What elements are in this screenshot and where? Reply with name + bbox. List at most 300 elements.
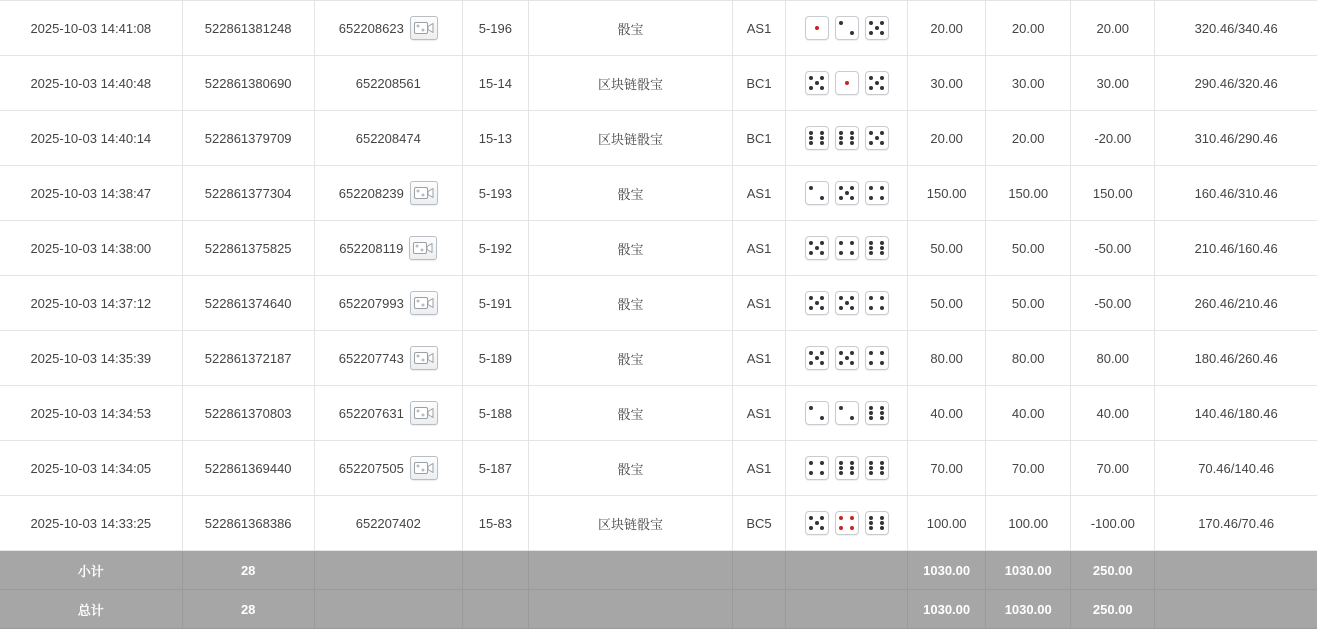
dice-pip — [820, 196, 824, 200]
table-row — [0, 496, 1317, 551]
dice-pip — [839, 241, 843, 245]
dice-pip — [880, 141, 884, 145]
dice-pip — [809, 141, 813, 145]
dice-group — [794, 456, 899, 480]
dice-pip — [839, 471, 843, 475]
cell-game-name: 骰宝 — [528, 331, 732, 386]
dice-face-5-icon — [835, 291, 859, 315]
cell-bet-time: 2025-10-03 14:41:08 — [0, 1, 182, 56]
cell-game-name: 骰宝 — [528, 276, 732, 331]
cell-order-id: 522861372187 — [182, 331, 314, 386]
round-id-text: 652207631 — [338, 405, 404, 421]
dice-pip — [839, 251, 843, 255]
dice-pip — [809, 361, 813, 365]
dice-face-6-icon — [805, 126, 829, 150]
cell-game-name: 骰宝 — [528, 166, 732, 221]
cell-valid-bet: 20.00 — [986, 1, 1071, 56]
dice-pip — [809, 296, 813, 300]
dice-pip — [839, 361, 843, 365]
dice-pip — [869, 246, 873, 250]
dice-pip — [815, 301, 819, 305]
dice-pip — [869, 141, 873, 145]
video-replay-icon[interactable] — [410, 291, 438, 315]
summary-blank-round — [314, 590, 462, 629]
cell-win-loss: 80.00 — [1071, 331, 1155, 386]
dice-pip — [880, 196, 884, 200]
dice-group — [794, 236, 899, 260]
dice-face-6-icon — [865, 511, 889, 535]
dice-pip — [869, 31, 873, 35]
summary-count: 28 — [182, 551, 314, 590]
dice-face-5-icon — [805, 236, 829, 260]
dice-pip — [809, 406, 813, 410]
dice-pip — [809, 351, 813, 355]
dice-pip — [850, 31, 854, 35]
summary-bet-amount: 1030.00 — [908, 551, 986, 590]
dice-pip — [869, 361, 873, 365]
round-id-wrapper — [323, 291, 454, 315]
dice-pip — [869, 186, 873, 190]
dice-pip — [869, 306, 873, 310]
summary-label: 总计 — [0, 590, 182, 629]
dice-face-5-icon — [865, 16, 889, 40]
cell-round-id — [314, 111, 462, 166]
table-row — [0, 331, 1317, 386]
dice-pip — [839, 131, 843, 135]
round-id-wrapper — [323, 76, 454, 91]
dice-group — [794, 511, 899, 535]
cell-bet-time: 2025-10-03 14:40:48 — [0, 56, 182, 111]
cell-bet-time: 2025-10-03 14:38:00 — [0, 221, 182, 276]
dice-pip — [820, 526, 824, 530]
dice-pip — [820, 416, 824, 420]
dice-pip — [820, 251, 824, 255]
dice-face-6-icon — [865, 456, 889, 480]
video-replay-icon[interactable] — [410, 401, 438, 425]
dice-face-5-icon — [835, 181, 859, 205]
dice-pip — [880, 521, 884, 525]
summary-blank-dice — [786, 590, 908, 629]
cell-round-id — [314, 441, 462, 496]
dice-pip — [839, 21, 843, 25]
dice-pip — [880, 406, 884, 410]
dice-face-2-icon — [805, 181, 829, 205]
cell-win-loss: -50.00 — [1071, 221, 1155, 276]
cell-valid-bet: 50.00 — [986, 276, 1071, 331]
cell-bet-time: 2025-10-03 14:33:25 — [0, 496, 182, 551]
cell-dice-result — [786, 1, 908, 56]
dice-pip — [869, 416, 873, 420]
round-id-text: 652207993 — [338, 295, 404, 311]
summary-blank-balance — [1155, 590, 1317, 629]
dice-pip — [845, 191, 849, 195]
cell-order-id: 522861369440 — [182, 441, 314, 496]
dice-pip — [809, 526, 813, 530]
dice-pip — [839, 141, 843, 145]
dice-pip — [880, 416, 884, 420]
cell-bet-time: 2025-10-03 14:34:05 — [0, 441, 182, 496]
cell-bet-amount: 20.00 — [908, 111, 986, 166]
dice-face-6-icon — [835, 456, 859, 480]
cell-round-id — [314, 1, 462, 56]
dice-pip — [820, 296, 824, 300]
dice-face-5-icon — [835, 346, 859, 370]
table-row — [0, 56, 1317, 111]
dice-face-1-icon — [805, 16, 829, 40]
dice-pip — [820, 361, 824, 365]
dice-pip — [869, 516, 873, 520]
video-replay-icon[interactable] — [410, 181, 438, 205]
dice-pip — [850, 416, 854, 420]
dice-pip — [869, 526, 873, 530]
cell-win-loss: 20.00 — [1071, 1, 1155, 56]
dice-pip — [869, 471, 873, 475]
dice-pip — [820, 351, 824, 355]
dice-group — [794, 291, 899, 315]
cell-table-id: AS1 — [733, 166, 786, 221]
cell-game-name: 骰宝 — [528, 441, 732, 496]
dice-pip — [880, 526, 884, 530]
dice-pip — [850, 196, 854, 200]
cell-dice-result — [786, 441, 908, 496]
dice-pip — [815, 26, 819, 30]
cell-order-id: 522861368386 — [182, 496, 314, 551]
round-id-wrapper — [323, 456, 454, 480]
cell-bet-time: 2025-10-03 14:34:53 — [0, 386, 182, 441]
summary-count: 28 — [182, 590, 314, 629]
cell-order-id: 522861370803 — [182, 386, 314, 441]
cell-dice-result — [786, 111, 908, 166]
dice-face-4-icon — [835, 236, 859, 260]
cell-round-id — [314, 166, 462, 221]
cell-issue: 15-83 — [462, 496, 528, 551]
cell-balance: 160.46/310.46 — [1155, 166, 1317, 221]
dice-pip — [839, 516, 843, 520]
round-id-wrapper — [323, 181, 454, 205]
round-id-text: 652208239 — [338, 185, 404, 201]
dice-pip — [880, 516, 884, 520]
cell-win-loss: 70.00 — [1071, 441, 1155, 496]
cell-table-id: BC1 — [733, 111, 786, 166]
dice-pip — [839, 351, 843, 355]
dice-face-4-icon — [865, 346, 889, 370]
dice-pip — [809, 136, 813, 140]
dice-pip — [820, 516, 824, 520]
dice-pip — [880, 31, 884, 35]
dice-pip — [869, 241, 873, 245]
table-row — [0, 1, 1317, 56]
summary-blank-balance — [1155, 551, 1317, 590]
cell-bet-amount: 100.00 — [908, 496, 986, 551]
cell-issue: 15-13 — [462, 111, 528, 166]
cell-bet-amount: 70.00 — [908, 441, 986, 496]
cell-table-id: AS1 — [733, 276, 786, 331]
dice-pip — [809, 241, 813, 245]
cell-round-id — [314, 276, 462, 331]
dice-face-2-icon — [835, 401, 859, 425]
round-id-wrapper — [323, 346, 454, 370]
dice-pip — [880, 306, 884, 310]
dice-group — [794, 181, 899, 205]
dice-pip — [869, 461, 873, 465]
dice-pip — [880, 76, 884, 80]
cell-order-id: 522861375825 — [182, 221, 314, 276]
dice-pip — [839, 196, 843, 200]
summary-blank-dice — [786, 551, 908, 590]
cell-issue: 5-187 — [462, 441, 528, 496]
round-id-wrapper — [323, 16, 454, 40]
dice-face-6-icon — [865, 401, 889, 425]
cell-valid-bet: 20.00 — [986, 111, 1071, 166]
dice-pip — [850, 361, 854, 365]
cell-order-id: 522861374640 — [182, 276, 314, 331]
dice-pip — [815, 356, 819, 360]
dice-pip — [820, 241, 824, 245]
dice-pip — [880, 186, 884, 190]
video-replay-icon[interactable] — [410, 16, 438, 40]
round-id-text: 652208119 — [339, 240, 404, 256]
dice-pip — [809, 186, 813, 190]
video-replay-icon[interactable] — [410, 456, 438, 480]
round-id-text: 652207402 — [355, 515, 421, 531]
dice-pip — [809, 131, 813, 135]
summary-win-loss: 250.00 — [1071, 551, 1155, 590]
round-id-text: 652208474 — [355, 130, 421, 146]
dice-pip — [850, 516, 854, 520]
dice-face-4-icon — [865, 181, 889, 205]
dice-pip — [880, 21, 884, 25]
cell-balance: 260.46/210.46 — [1155, 276, 1317, 331]
dice-pip — [850, 351, 854, 355]
cell-win-loss: -20.00 — [1071, 111, 1155, 166]
dice-pip — [839, 466, 843, 470]
dice-group — [794, 401, 899, 425]
dice-face-4-icon — [835, 511, 859, 535]
cell-issue: 15-14 — [462, 56, 528, 111]
cell-valid-bet: 80.00 — [986, 331, 1071, 386]
cell-bet-time: 2025-10-03 14:37:12 — [0, 276, 182, 331]
cell-round-id — [314, 386, 462, 441]
dice-pip — [880, 131, 884, 135]
summary-blank-table — [733, 551, 786, 590]
dice-face-5-icon — [865, 71, 889, 95]
round-id-text: 652208623 — [338, 20, 404, 36]
dice-pip — [850, 136, 854, 140]
cell-balance: 210.46/160.46 — [1155, 221, 1317, 276]
cell-bet-time: 2025-10-03 14:40:14 — [0, 111, 182, 166]
summary-valid-bet: 1030.00 — [986, 551, 1071, 590]
dice-pip — [820, 306, 824, 310]
cell-balance: 320.46/340.46 — [1155, 1, 1317, 56]
summary-win-loss: 250.00 — [1071, 590, 1155, 629]
dice-pip — [869, 251, 873, 255]
dice-pip — [820, 141, 824, 145]
cell-dice-result — [786, 496, 908, 551]
summary-blank-game — [528, 590, 732, 629]
cell-order-id: 522861379709 — [182, 111, 314, 166]
cell-game-name: 区块链骰宝 — [528, 496, 732, 551]
summary-row — [0, 590, 1317, 629]
dice-pip — [869, 411, 873, 415]
cell-bet-amount: 50.00 — [908, 276, 986, 331]
cell-balance: 140.46/180.46 — [1155, 386, 1317, 441]
dice-face-5-icon — [805, 346, 829, 370]
cell-valid-bet: 100.00 — [986, 496, 1071, 551]
cell-dice-result — [786, 276, 908, 331]
dice-pip — [869, 521, 873, 525]
cell-balance: 310.46/290.46 — [1155, 111, 1317, 166]
cell-round-id — [314, 496, 462, 551]
dice-pip — [839, 136, 843, 140]
cell-round-id — [314, 221, 462, 276]
cell-balance: 290.46/320.46 — [1155, 56, 1317, 111]
cell-win-loss: -100.00 — [1071, 496, 1155, 551]
dice-pip — [809, 86, 813, 90]
dice-pip — [869, 406, 873, 410]
dice-pip — [869, 196, 873, 200]
dice-pip — [850, 461, 854, 465]
cell-bet-amount: 50.00 — [908, 221, 986, 276]
cell-dice-result — [786, 221, 908, 276]
cell-table-id: BC5 — [733, 496, 786, 551]
dice-pip — [839, 526, 843, 530]
cell-dice-result — [786, 331, 908, 386]
cell-issue: 5-192 — [462, 221, 528, 276]
cell-bet-amount: 150.00 — [908, 166, 986, 221]
dice-pip — [880, 411, 884, 415]
dice-face-4-icon — [865, 291, 889, 315]
round-id-wrapper — [323, 516, 454, 531]
cell-order-id: 522861380690 — [182, 56, 314, 111]
dice-pip — [880, 466, 884, 470]
dice-pip — [875, 136, 879, 140]
cell-order-id: 522861381248 — [182, 1, 314, 56]
dice-pip — [880, 351, 884, 355]
cell-issue: 5-191 — [462, 276, 528, 331]
cell-table-id: AS1 — [733, 441, 786, 496]
cell-game-name: 骰宝 — [528, 221, 732, 276]
cell-bet-amount: 40.00 — [908, 386, 986, 441]
dice-pip — [809, 516, 813, 520]
cell-balance: 170.46/70.46 — [1155, 496, 1317, 551]
cell-bet-time: 2025-10-03 14:38:47 — [0, 166, 182, 221]
dice-pip — [869, 21, 873, 25]
cell-win-loss: 30.00 — [1071, 56, 1155, 111]
dice-pip — [869, 131, 873, 135]
dice-face-4-icon — [805, 456, 829, 480]
summary-row — [0, 551, 1317, 590]
dice-pip — [880, 361, 884, 365]
dice-pip — [880, 251, 884, 255]
round-id-text: 652207743 — [338, 350, 404, 366]
round-id-text: 652207505 — [338, 460, 404, 476]
dice-pip — [850, 131, 854, 135]
cell-win-loss: 40.00 — [1071, 386, 1155, 441]
cell-issue: 5-189 — [462, 331, 528, 386]
cell-win-loss: -50.00 — [1071, 276, 1155, 331]
cell-valid-bet: 70.00 — [986, 441, 1071, 496]
cell-valid-bet: 50.00 — [986, 221, 1071, 276]
dice-pip — [850, 141, 854, 145]
dice-face-1-icon — [835, 71, 859, 95]
dice-pip — [850, 306, 854, 310]
cell-table-id: AS1 — [733, 221, 786, 276]
cell-bet-time: 2025-10-03 14:35:39 — [0, 331, 182, 386]
cell-issue: 5-188 — [462, 386, 528, 441]
dice-pip — [820, 471, 824, 475]
cell-game-name: 骰宝 — [528, 1, 732, 56]
round-id-wrapper — [323, 401, 454, 425]
dice-pip — [869, 466, 873, 470]
dice-pip — [839, 296, 843, 300]
dice-pip — [815, 246, 819, 250]
dice-pip — [880, 471, 884, 475]
dice-pip — [880, 241, 884, 245]
video-replay-icon[interactable] — [410, 346, 438, 370]
dice-pip — [875, 26, 879, 30]
dice-pip — [815, 521, 819, 525]
dice-pip — [845, 356, 849, 360]
cell-game-name: 骰宝 — [528, 386, 732, 441]
summary-valid-bet: 1030.00 — [986, 590, 1071, 629]
summary-blank-round — [314, 551, 462, 590]
summary-blank-table — [733, 590, 786, 629]
dice-pip — [809, 76, 813, 80]
round-id-wrapper — [323, 131, 454, 146]
summary-blank-issue — [462, 551, 528, 590]
dice-group — [794, 346, 899, 370]
dice-pip — [880, 296, 884, 300]
cell-balance: 70.46/140.46 — [1155, 441, 1317, 496]
dice-face-5-icon — [805, 71, 829, 95]
cell-table-id: AS1 — [733, 386, 786, 441]
video-replay-icon[interactable] — [409, 236, 437, 260]
cell-game-name: 区块链骰宝 — [528, 56, 732, 111]
dice-pip — [809, 306, 813, 310]
dice-pip — [880, 86, 884, 90]
cell-bet-amount: 30.00 — [908, 56, 986, 111]
dice-pip — [850, 186, 854, 190]
dice-pip — [850, 251, 854, 255]
dice-pip — [839, 461, 843, 465]
table-row — [0, 111, 1317, 166]
cell-balance: 180.46/260.46 — [1155, 331, 1317, 386]
cell-table-id: BC1 — [733, 56, 786, 111]
dice-pip — [880, 461, 884, 465]
summary-blank-issue — [462, 590, 528, 629]
summary-label: 小计 — [0, 551, 182, 590]
cell-table-id: AS1 — [733, 331, 786, 386]
table-row — [0, 166, 1317, 221]
cell-dice-result — [786, 386, 908, 441]
summary-blank-game — [528, 551, 732, 590]
cell-table-id: AS1 — [733, 1, 786, 56]
table-row — [0, 276, 1317, 331]
dice-group — [794, 126, 899, 150]
dice-face-2-icon — [805, 401, 829, 425]
dice-face-6-icon — [865, 236, 889, 260]
table-row — [0, 441, 1317, 496]
dice-face-6-icon — [835, 126, 859, 150]
cell-valid-bet: 30.00 — [986, 56, 1071, 111]
dice-pip — [850, 526, 854, 530]
dice-pip — [875, 81, 879, 85]
summary-bet-amount: 1030.00 — [908, 590, 986, 629]
dice-face-2-icon — [835, 16, 859, 40]
round-id-text: 652208561 — [355, 75, 421, 91]
dice-pip — [839, 306, 843, 310]
cell-win-loss: 150.00 — [1071, 166, 1155, 221]
